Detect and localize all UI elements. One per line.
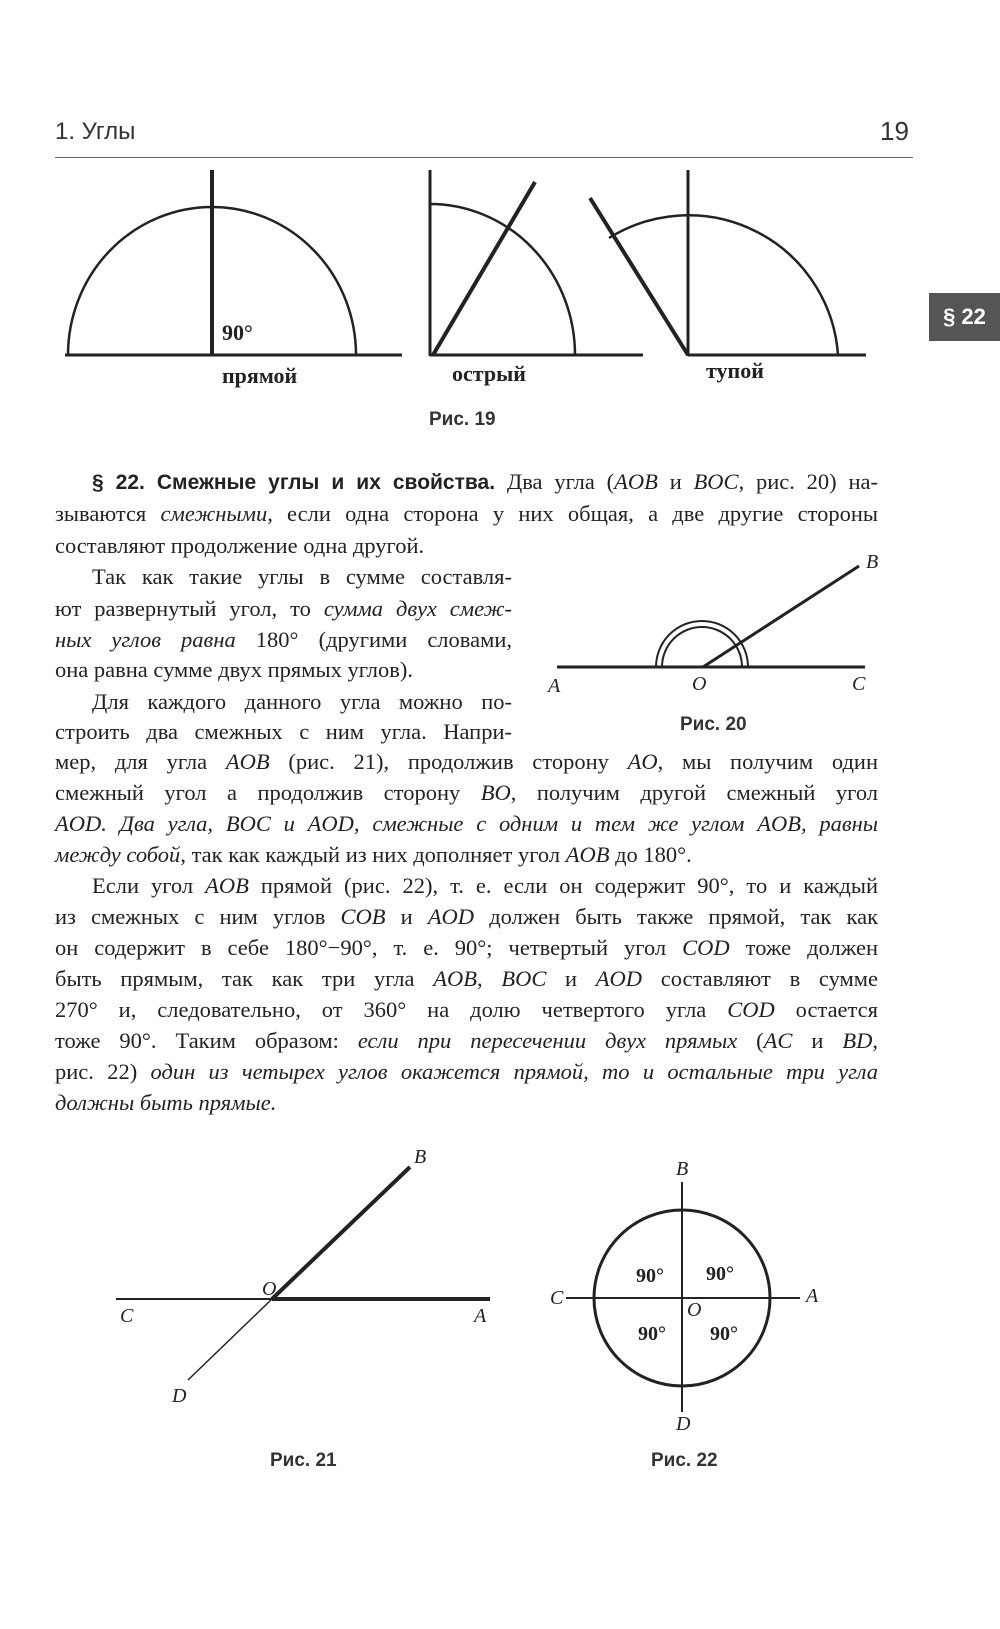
para4-line6: тоже 90°. Таким образом: если при пересечении двух прямых (AC и BD,: [55, 1028, 879, 1053]
fig21-ray-od: [188, 1299, 272, 1380]
fig19-label-acute: острый: [452, 361, 526, 386]
section-tab: § 22: [929, 293, 1000, 341]
fig22-label-a: A: [806, 1285, 819, 1307]
para3-line3: мер, для угла AOB (рис. 21), продолжив сторону AO, мы получим один: [55, 749, 878, 774]
fig20-caption: Рис. 20: [680, 714, 747, 735]
fig19-caption: Рис. 19: [429, 409, 496, 430]
fig22-label-c: C: [550, 1287, 564, 1309]
para2-line3: ных углов равна 180° (другими словами,: [55, 627, 512, 652]
para3-line4: смежный угол а продолжив сторону BO, получим другой смежный угол: [55, 780, 879, 805]
page-number: 19: [880, 116, 909, 146]
fig19-acute-arc: [430, 204, 575, 355]
fig20-ray-ob: [703, 566, 859, 667]
fig20-label-a: A: [548, 675, 561, 697]
section-heading: § 22. Смежные углы и их свойства.: [92, 471, 496, 494]
fig22-angle-doa: 90°: [710, 1323, 738, 1345]
para4-line7: рис. 22) один из четырех углов окажется прямой, то и остальные три угла: [55, 1059, 878, 1084]
running-header-chapter: 1. Углы: [55, 118, 136, 145]
fig20-label-c: C: [852, 673, 866, 695]
para3-line2: строить два смежных с ним угла. Напри-: [55, 719, 512, 744]
para4-line2: из смежных с ним углов COB и AOD должен быть также прямой, так как: [55, 904, 879, 929]
fig22-caption: Рис. 22: [651, 1450, 718, 1471]
fig21-label-d: D: [172, 1385, 187, 1407]
fig20-label-b: B: [866, 551, 879, 573]
para3-line6: между собой, так как каждый из них дополняет угол AOB до 180°.: [55, 842, 692, 867]
para1-line2: зываются смежными, если одна сторона у них общая, а две другие стороны: [55, 501, 878, 526]
para4-line8: должны быть прямые.: [55, 1090, 277, 1115]
para4-line1: Если угол AOB прямой (рис. 22), т. е. если он содержит 90°, то и каждый: [92, 873, 878, 898]
fig21-label-a: A: [474, 1305, 487, 1327]
para2-line1: Так как такие углы в сумме составля-: [92, 564, 512, 589]
para4-line3: он содержит в себе 180°−90°, т. е. 90°; четвертый угол COD тоже должен: [55, 935, 878, 960]
para4-line5: 270° и, следовательно, от 360° на долю четвертого угла COD остается: [55, 997, 878, 1022]
fig21-ray-ob: [272, 1167, 410, 1299]
para1-line3: составляют продолжение одна другой.: [55, 533, 425, 558]
fig19-obtuse-arc: [609, 215, 838, 355]
fig19-acute-ray: [433, 182, 535, 355]
fig19-right-arc: [68, 207, 356, 355]
fig20-inner-arc: [662, 627, 742, 667]
fig19-label-obtuse: тупой: [706, 358, 764, 383]
para3-line5: AOD. Два угла, BOC и AOD, смежные с одним и тем же углом AOB, равны: [55, 811, 879, 836]
fig19-obtuse-ray: [590, 198, 688, 355]
fig22-label-b: B: [676, 1158, 689, 1180]
fig20-outer-arc: [656, 621, 748, 667]
fig22-angle-cob: 90°: [636, 1265, 664, 1287]
fig22-label-d: D: [676, 1413, 691, 1435]
header-rule: [55, 157, 913, 158]
para4-line4: быть прямым, так как три угла AOB, BOC и AOD составляют в сумме: [55, 966, 879, 991]
fig22-angle-cod: 90°: [638, 1323, 666, 1345]
fig20-label-o: O: [692, 673, 707, 695]
para1-line1: § 22. Смежные углы и их свойства. Два угла (AOB и BOC, рис. 20) на-: [92, 469, 878, 494]
fig21-label-b: B: [414, 1146, 427, 1168]
fig22-angle-boa: 90°: [706, 1263, 734, 1285]
fig19-label-right: прямой: [222, 363, 298, 388]
fig22-circle: [594, 1210, 770, 1386]
fig21-label-c: C: [120, 1305, 134, 1327]
fig21-label-o: O: [262, 1278, 277, 1300]
para2-line2: ют развернутый угол, то сумма двух смеж-: [55, 596, 512, 621]
fig22-label-o: O: [687, 1299, 702, 1321]
fig19-angle-label: 90°: [222, 320, 253, 345]
para3-line1: Для каждого данного угла можно по-: [92, 689, 512, 714]
para2-line4: она равна сумме двух прямых углов).: [55, 657, 414, 682]
fig21-caption: Рис. 21: [270, 1450, 337, 1471]
